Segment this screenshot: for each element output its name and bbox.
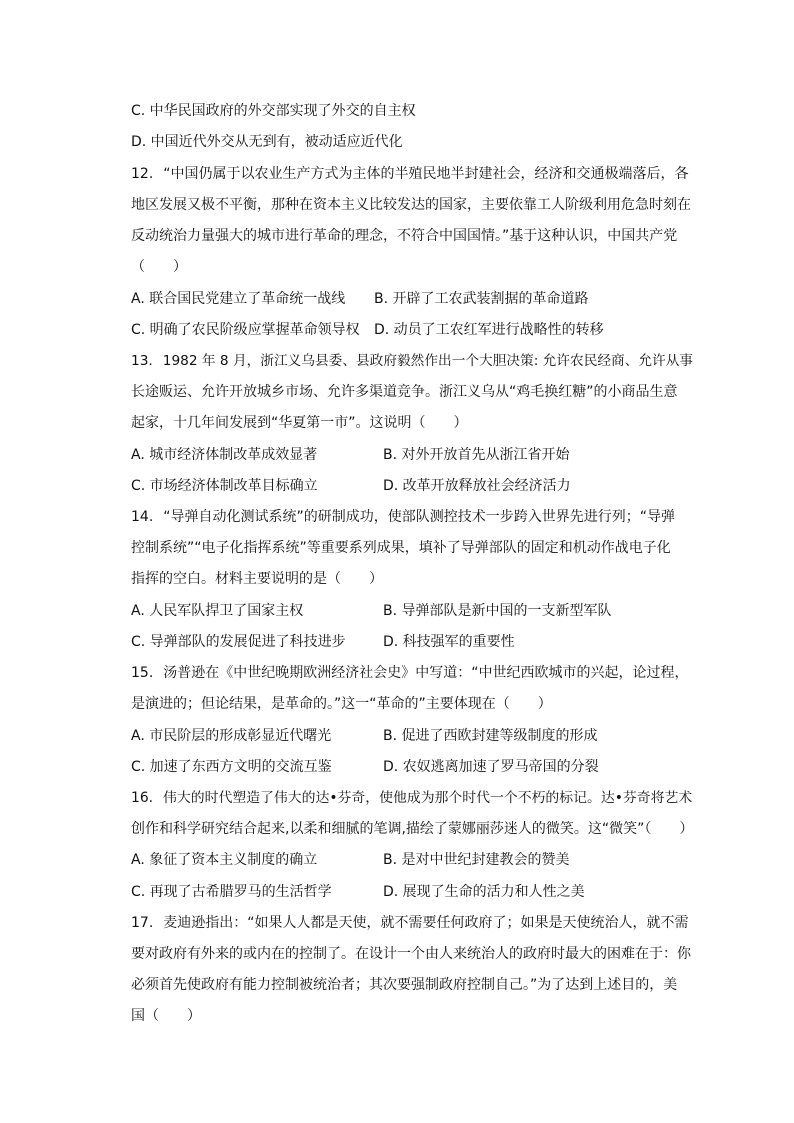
q17-stem-line3: 必须首先使政府有能力控制被统治者；其次要强制政府控制自己。”为了达到上述目的，美	[131, 977, 678, 993]
q13-number: 13.	[131, 353, 153, 369]
q15-option-c: C. 加速了东西方文明的交流互鉴	[131, 759, 332, 775]
q15-number: 15.	[131, 665, 154, 681]
q11-option-d: D. 中国近代外交从无到有，被动适应近代化	[131, 134, 403, 150]
q12-number: 12.	[131, 166, 154, 182]
q12-stem-line3: 反动统治力量强大的城市进行革命的理念，不符合中国国情。”基于这种认识，中国共产党	[131, 228, 678, 244]
q16-option-c: C. 再现了古希腊罗马的生活哲学	[131, 884, 332, 900]
q13-option-c: C. 市场经济体制改革目标确立	[131, 478, 318, 494]
q15-option-d: D. 农奴逃离加速了罗马帝国的分裂	[383, 759, 599, 775]
q16-number: 16.	[131, 790, 154, 806]
q13-stem-line2: 长途贩运、允许开放城乡市场、允许多渠道竞争。浙江义乌从“鸡毛换红糖”的小商品生意	[131, 384, 678, 400]
q16-option-b: B. 是对中世纪封建教会的赞美	[383, 852, 570, 868]
q16-stem-text1: 伟大的时代塑造了伟大的达•芬奇，使他成为那个时代一个不朽的标记。达•芬奇将艺术	[163, 790, 693, 806]
q12-option-b: B. 开辟了工农武装割据的革命道路	[374, 291, 589, 307]
q17-stem-line2: 要对政府有外来的或内在的控制了。在设计一个由人来统治人的政府时最大的困难在于：你	[131, 946, 691, 962]
q12-stem-line4: （ ）	[131, 259, 187, 275]
q13-option-a: A. 城市经济体制改革成效显著	[131, 447, 318, 463]
q14-option-b: B. 导弹部队是新中国的一支新型军队	[383, 603, 612, 619]
q16-stem-line2: 创作和科学研究结合起来,以柔和细腻的笔调,描绘了蒙娜丽莎迷人的微笑。这“微笑”（ ）	[131, 821, 694, 837]
q15-option-b: B. 促进了西欧封建等级制度的形成	[383, 728, 598, 744]
q13-stem-text1: 1982 年 8 月，浙江义乌县委、县政府毅然作出一个大胆决策: 允许农民经商、允许从事	[162, 353, 694, 369]
q14-stem-line1	[131, 507, 675, 527]
q14-option-d: D. 科技强军的重要性	[383, 634, 515, 650]
q16-stem-line1	[131, 788, 692, 808]
q12-stem-line2: 地区发展又极不平衡，那种在资本主义比较发达的国家，主要依靠工人阶级利用危急时刻在	[131, 197, 691, 213]
q12-option-d: D. 动员了工农红军进行战略性的转移	[374, 322, 604, 338]
q15-stem-line2: 是演进的；但论结果，是革命的。”这一“革命的”主要体现在（ ）	[131, 696, 552, 712]
q13-option-b: B. 对外开放首先从浙江省开始	[383, 447, 570, 463]
q12-option-c: C. 明确了农民阶级应掌握革命领导权	[131, 322, 360, 338]
q16-option-a: A. 象征了资本主义制度的确立	[131, 852, 318, 868]
q17-number: 17.	[131, 915, 154, 931]
q15-stem-line1	[131, 663, 689, 683]
q13-stem-line3: 起家，十几年间发展到“华夏第一市”。这说明（ ）	[131, 415, 468, 431]
q14-option-c: C. 导弹部队的发展促进了科技进步	[131, 634, 346, 650]
q15-stem-text1: 汤普逊在《中世纪晚期欧洲经济社会史》中写道：“中世纪西欧城市的兴起，论过程，	[163, 665, 689, 681]
q14-stem-line2: 控制系统”“电子化指挥系统”等重要系列成果，填补了导弹部队的固定和机动作战电子化	[131, 540, 671, 556]
q14-number: 14.	[131, 509, 154, 525]
q14-option-a: A. 人民军队捍卫了国家主权	[131, 603, 304, 619]
q12-option-a: A. 联合国民党建立了革命统一战线	[131, 291, 346, 307]
q12-stem-line1	[131, 164, 689, 184]
q13-stem-line1	[131, 351, 693, 371]
q15-option-a: A. 市民阶层的形成彰显近代曙光	[131, 728, 332, 744]
q13-option-d: D. 改革开放释放社会经济活力	[383, 478, 571, 494]
q17-stem-line4: 国（ ）	[131, 1008, 201, 1024]
q17-stem-line1	[131, 913, 689, 933]
q17-stem-text1: 麦迪逊指出：“如果人人都是天使，就不需要任何政府了；如果是天使统治人，就不需	[163, 915, 689, 931]
q11-option-c: C. 中华民国政府的外交部实现了外交的自主权	[131, 103, 416, 119]
q12-stem-text1: “中国仍属于以农业生产方式为主体的半殖民地半封建社会，经济和交通极端落后，各	[163, 166, 689, 182]
q14-stem-line3: 指挥的空白。材料主要说明的是（ ）	[131, 571, 383, 587]
q16-option-d: D. 展现了生命的活力和人性之美	[383, 884, 585, 900]
q14-stem-text1: “导弹自动化测试系统”的研制成功，使部队测控技术一步跨入世界先进行列；“导弹	[163, 509, 676, 525]
